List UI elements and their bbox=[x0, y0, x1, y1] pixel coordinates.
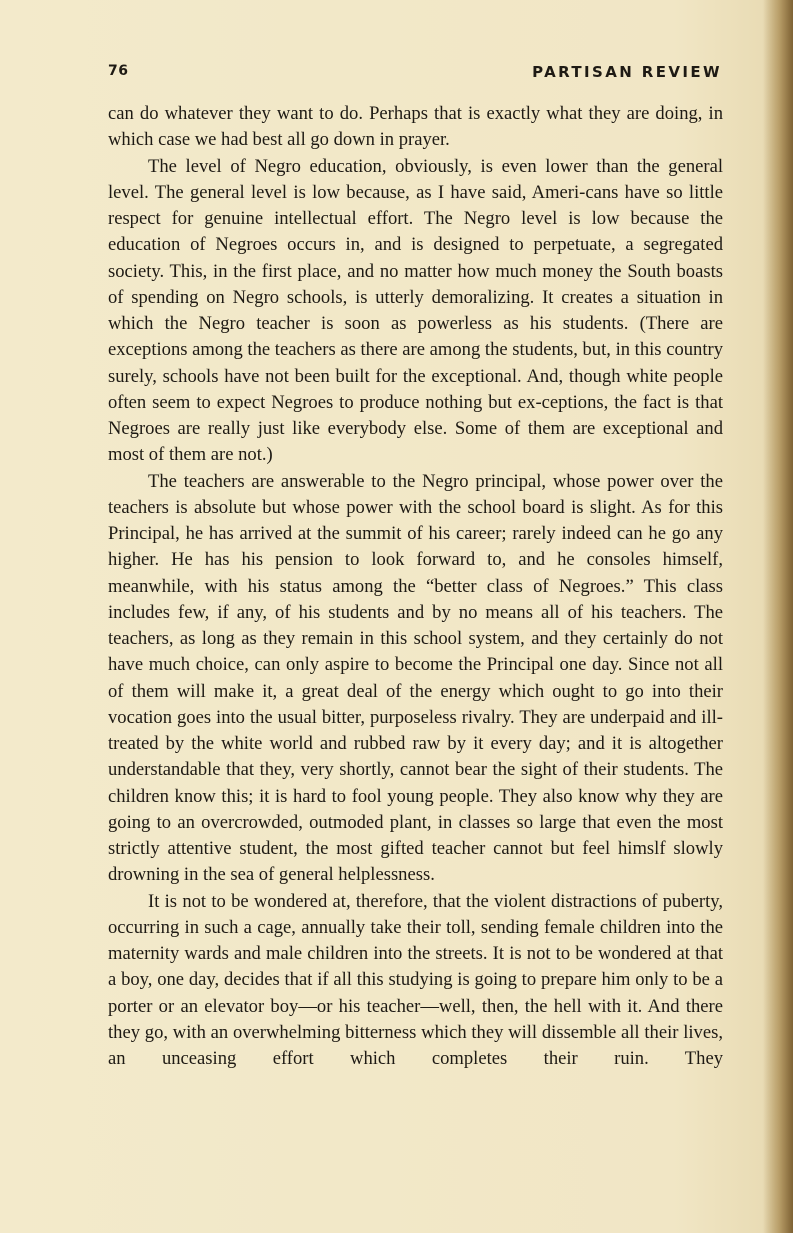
binding-shadow bbox=[763, 0, 793, 1233]
paragraph: can do whatever they want to do. Perhaps that is exactly what they are doing, in which case we had best all go down in prayer. bbox=[108, 103, 723, 151]
running-title: PARTISAN REVIEW bbox=[532, 63, 722, 81]
paragraph: It is not to be wondered at, therefore, that the violent distractions of puberty, occurring in such a cage, annually take their toll, sending female children into the maternity wards and male children into the streets. It is not to be wondered at that a boy, one day, decides that if all this studying is going to prepare him only to be a porter or an elevator boy—or his teacher—well, then, the hell with it. And there they go, with an overwhelming bitterness which they will dissemble all their lives, an unceasing effort which completes their ruin. They bbox=[108, 890, 723, 1069]
paragraph: The teachers are answerable to the Negro principal, whose power over the teachers is absolute but whose power with the school board is slight. As for this Principal, he has arrived at the summit of his career; rarely indeed can he go any higher. He has his pension to look forward to, and he consoles himself, meanwhile, with his status among the “better class of Negroes.” This class includes few, if any, of his students and by no means all of his teachers. The teachers, as long as they remain in this school system, and they certainly do not have much choice, can only aspire to become the Principal one day. Since not all of them will make it, a great deal of the energy which ought to go into their vocation goes into the usual bitter, purposeless rivalry. They are underpaid and ill-treated by the white world and rubbed raw by it every day; and it is altogether understandable that they, very shortly, cannot bear the sight of their students. The children know this; it is hard to fool young people. They also know why they are going to an overcrowded, outmoded plant, in classes so large that even the most strictly attentive student, the most gifted teacher cannot but feel himslf slowly drowning in the sea of general helplessness. bbox=[108, 470, 723, 886]
page-number: 76 bbox=[108, 63, 129, 79]
body-text bbox=[108, 101, 723, 1072]
paragraph: The level of Negro education, obviously, is even lower than the general level. The general level is low because, as I have said, Ameri-cans have so little respect for genuine intellectual effort. The Negro level is low because the education of Negroes occurs in, and is designed to perpetuate, a segregated society. This, in the first place, and no matter how much money the South boasts of spending on Negro schools, is utterly demoralizing. It creates a situation in which the Negro teacher is soon as powerless as his students. (There are exceptions among the teachers as there are among the students, but, in this country surely, schools have not been built for the exceptional. And, though white people often seem to expect Negroes to produce nothing but ex-ceptions, the fact is that Negroes are really just like everybody else. Some of them are exceptional and most of them are not.) bbox=[108, 155, 723, 466]
page-header bbox=[108, 63, 722, 85]
